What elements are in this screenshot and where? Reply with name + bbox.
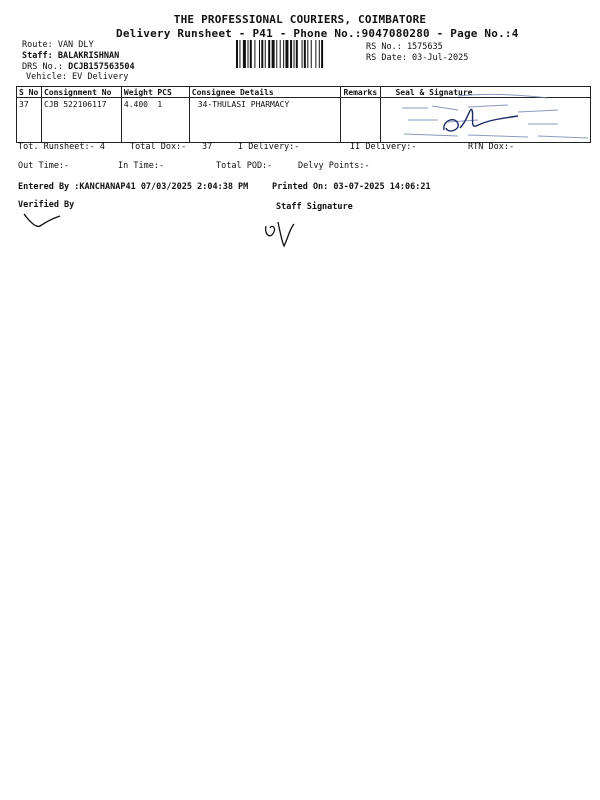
barcode xyxy=(236,40,350,68)
col-weight: Weight xyxy=(121,87,155,98)
col-seal: Seal & Signature xyxy=(381,87,591,98)
rs-number: RS No.: 1575635 xyxy=(366,42,443,52)
printed-on: Printed On: 03-07-2025 14:06:21 xyxy=(272,182,431,192)
pharmacy-stamp-and-signature xyxy=(398,90,593,148)
staff-value: BALAKRISHNAN xyxy=(57,51,120,61)
vehicle-label: Vehicle: EV Delivery xyxy=(26,72,129,82)
i-delivery-label: I Delivery:- xyxy=(238,142,300,152)
verified-check-mark xyxy=(22,210,62,234)
cell-consignee: 34-THULASI PHARMACY xyxy=(189,98,341,143)
col-pcs: PCS xyxy=(155,87,189,98)
staff-signature-label: Staff Signature xyxy=(276,202,353,212)
drs-label: DRS No.: xyxy=(22,62,63,72)
staff-line xyxy=(22,51,119,61)
col-remarks: Remarks xyxy=(341,87,381,98)
verified-by-label: Verified By xyxy=(18,200,75,210)
in-time-label: In Time:- xyxy=(118,161,165,171)
out-time-label: Out Time:- xyxy=(18,161,70,171)
rtn-dox-label: RTN Dox:- xyxy=(468,142,515,152)
total-dox-label: Total Dox:- xyxy=(130,142,187,152)
cell-pcs: 1 xyxy=(155,98,189,143)
drs-line xyxy=(22,62,135,72)
cell-consignment: CJB 522106117 xyxy=(41,98,121,143)
cell-weight: 4.400 xyxy=(121,98,155,143)
total-dox-value: 37 xyxy=(202,142,213,152)
cell-remarks xyxy=(341,98,381,143)
ii-delivery-label: II Delivery:- xyxy=(350,142,417,152)
staff-label: Staff: xyxy=(22,51,53,61)
runsheet-subtitle: Delivery Runsheet - P41 - Phone No.:9047080280 - Page No.:4 xyxy=(116,27,519,40)
col-consignment: Consignment No xyxy=(41,87,121,98)
col-sno: S No xyxy=(17,87,42,98)
route-label: Route: VAN DLY xyxy=(22,40,94,50)
delivery-points-label: Delvy Points:- xyxy=(298,161,370,171)
entered-by: Entered By :KANCHANAP41 07/03/2025 2:04:38 PM xyxy=(18,182,249,192)
staff-signature-scribble xyxy=(260,218,300,250)
page-title: THE PROFESSIONAL COURIERS, COIMBATORE xyxy=(173,13,427,26)
drs-value: DCJB157563504 xyxy=(68,62,135,72)
rs-date: RS Date: 03-Jul-2025 xyxy=(366,53,469,63)
cell-sno: 37 xyxy=(17,98,42,143)
total-pod-label: Total POD:- xyxy=(216,161,273,171)
total-runsheet: Tot. Runsheet:- 4 xyxy=(18,142,105,152)
col-consignee: Consignee Details xyxy=(189,87,341,98)
